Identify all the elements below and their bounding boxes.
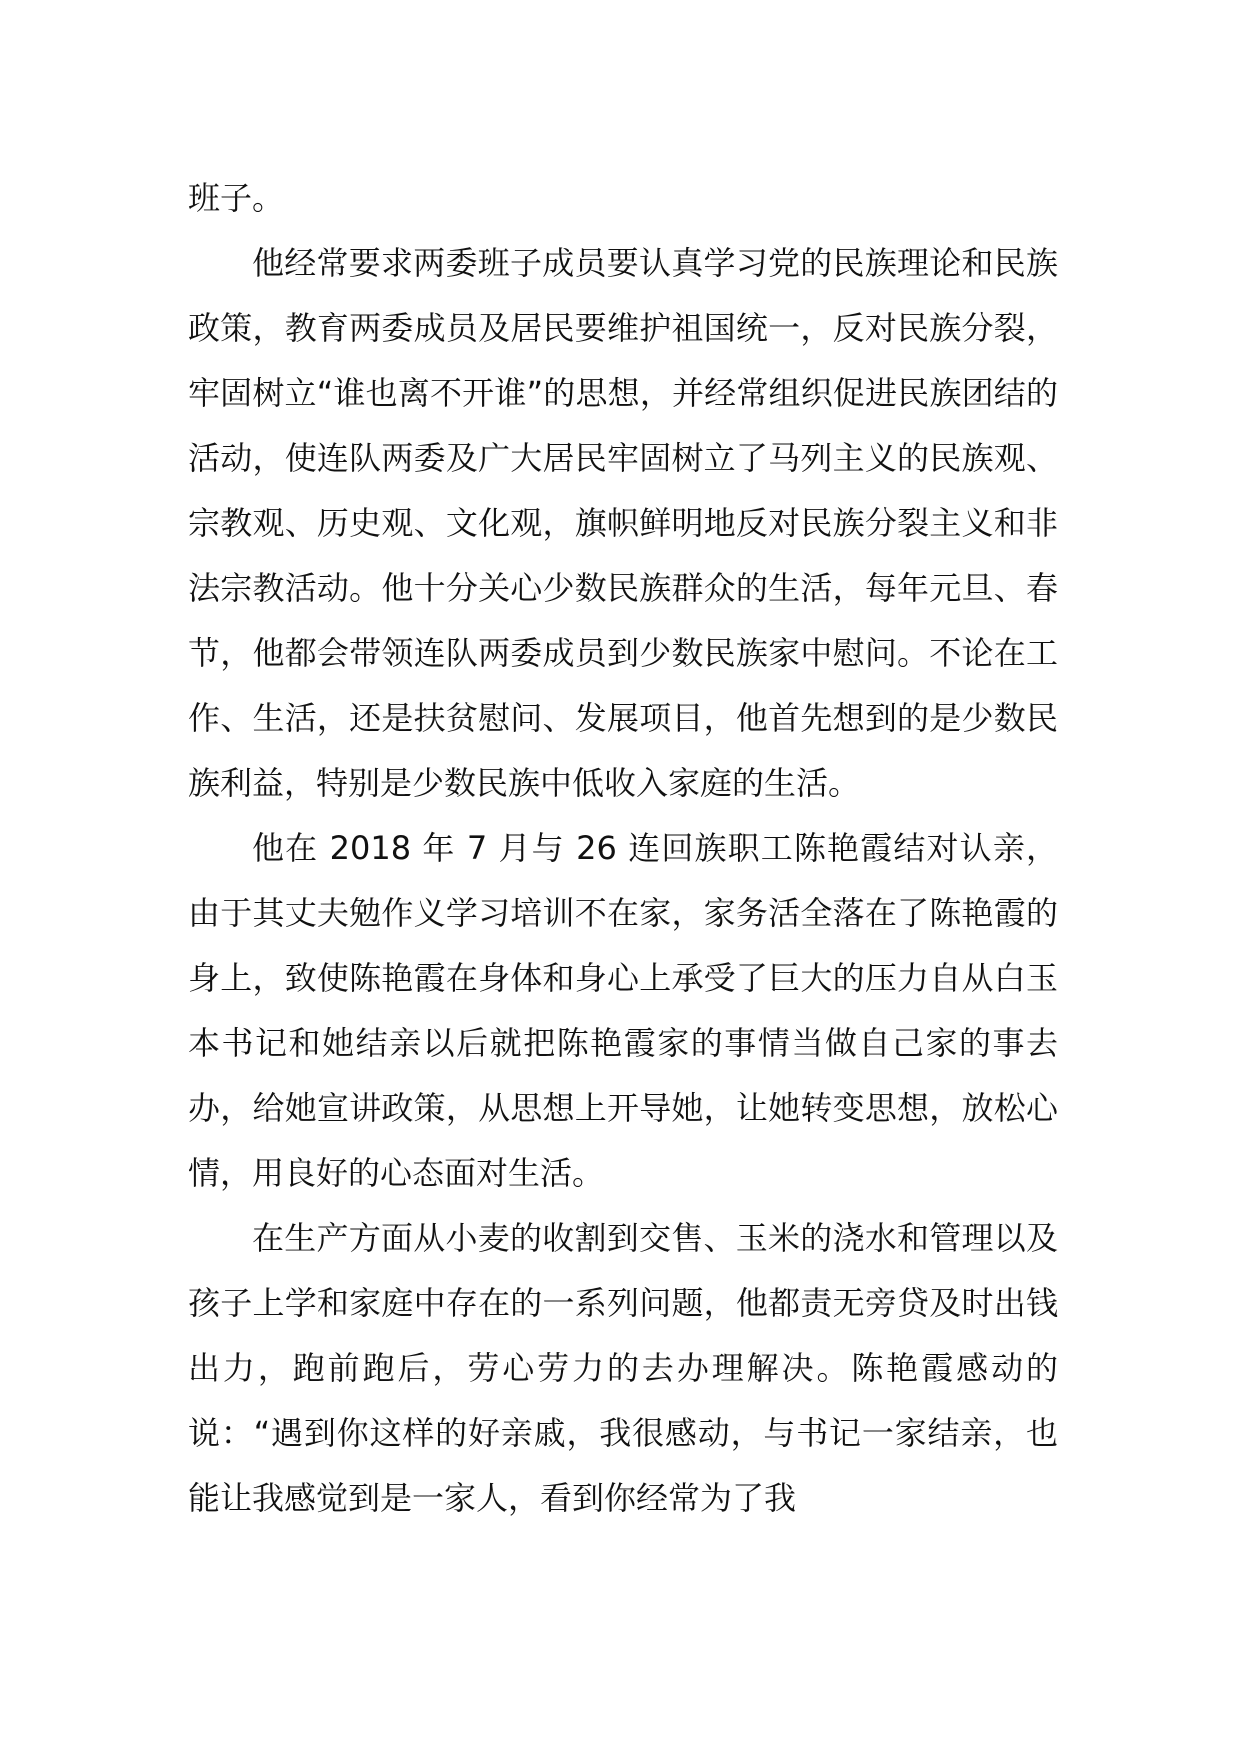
paragraph-2 [188, 231, 1058, 816]
text-line: 马列主义的民族观、宗教观、历史观、文化观，旗帜鲜明 [188, 439, 1058, 542]
text-line: 民族政策，教育两委成员及居民要维护祖国统一，反对民 [188, 244, 1058, 347]
text-line: 由于其丈夫勉作义学习培训不在家，家务活全落在了陈艳 [188, 894, 994, 932]
text-line: 他经常要求两委班子成员要认真学习党的民族理论和 [252, 244, 994, 282]
text-line: 以及孩子上学和家庭中存在的一系列问题，他都责无旁贷 [188, 1219, 1058, 1322]
text-line: 他在 2018 年 7 月与 26 连回族职工陈艳霞结对认亲， [252, 829, 1058, 867]
text-line: 一家结亲，也能让我感觉到是一家人，看到你经常为了我 [188, 1414, 1058, 1517]
paragraph-1 [188, 166, 1058, 231]
text-line: 数民族中低收入家庭的生活。 [444, 764, 861, 802]
paragraph-4 [188, 1206, 1058, 1531]
document-body [188, 166, 1058, 1531]
text-line: 地反对民族分裂主义和非法宗教活动。他十分关心少数民 [188, 504, 1058, 607]
text-line: 变思想，放松心情，用良好的心态面对生活。 [188, 1089, 1058, 1192]
paragraph-3 [188, 816, 1058, 1206]
text-line: 自从白玉本书记和她结亲以后就把陈艳霞家的事情当做自 [188, 959, 1058, 1062]
text-line: 班子。 [188, 179, 285, 217]
text-line: 促进民族团结的活动，使连队两委及广大居民牢固树立了 [188, 374, 1058, 477]
text-line: 霞感动的说：“遇到你这样的好亲戚，我很感动，与书记 [188, 1349, 1058, 1452]
text-line: 员到少数民族家中慰问。不论在工作、生活，还是扶贫慰 [188, 634, 1058, 737]
text-line: 及时出钱出力，跑前跑后，劳心劳力的去办理解决。陈艳 [188, 1284, 1058, 1387]
text-line: 族群众的生活，每年元旦、春节，他都会带领连队两委成 [188, 569, 1058, 672]
text-line: 霞的身上，致使陈艳霞在身体和身心上承受了巨大的压力 [188, 894, 1058, 997]
text-line: 族分裂，牢固树立“谁也离不开谁”的思想，并经常组织 [188, 309, 1058, 412]
text-line: 问、发展项目，他首先想到的是少数民族利益，特别是少 [188, 699, 1058, 802]
text-line: 己家的事去办，给她宣讲政策，从思想上开导她，让她转 [188, 1024, 1058, 1127]
text-line: 在生产方面从小麦的收割到交售、玉米的浇水和管理 [252, 1219, 994, 1257]
